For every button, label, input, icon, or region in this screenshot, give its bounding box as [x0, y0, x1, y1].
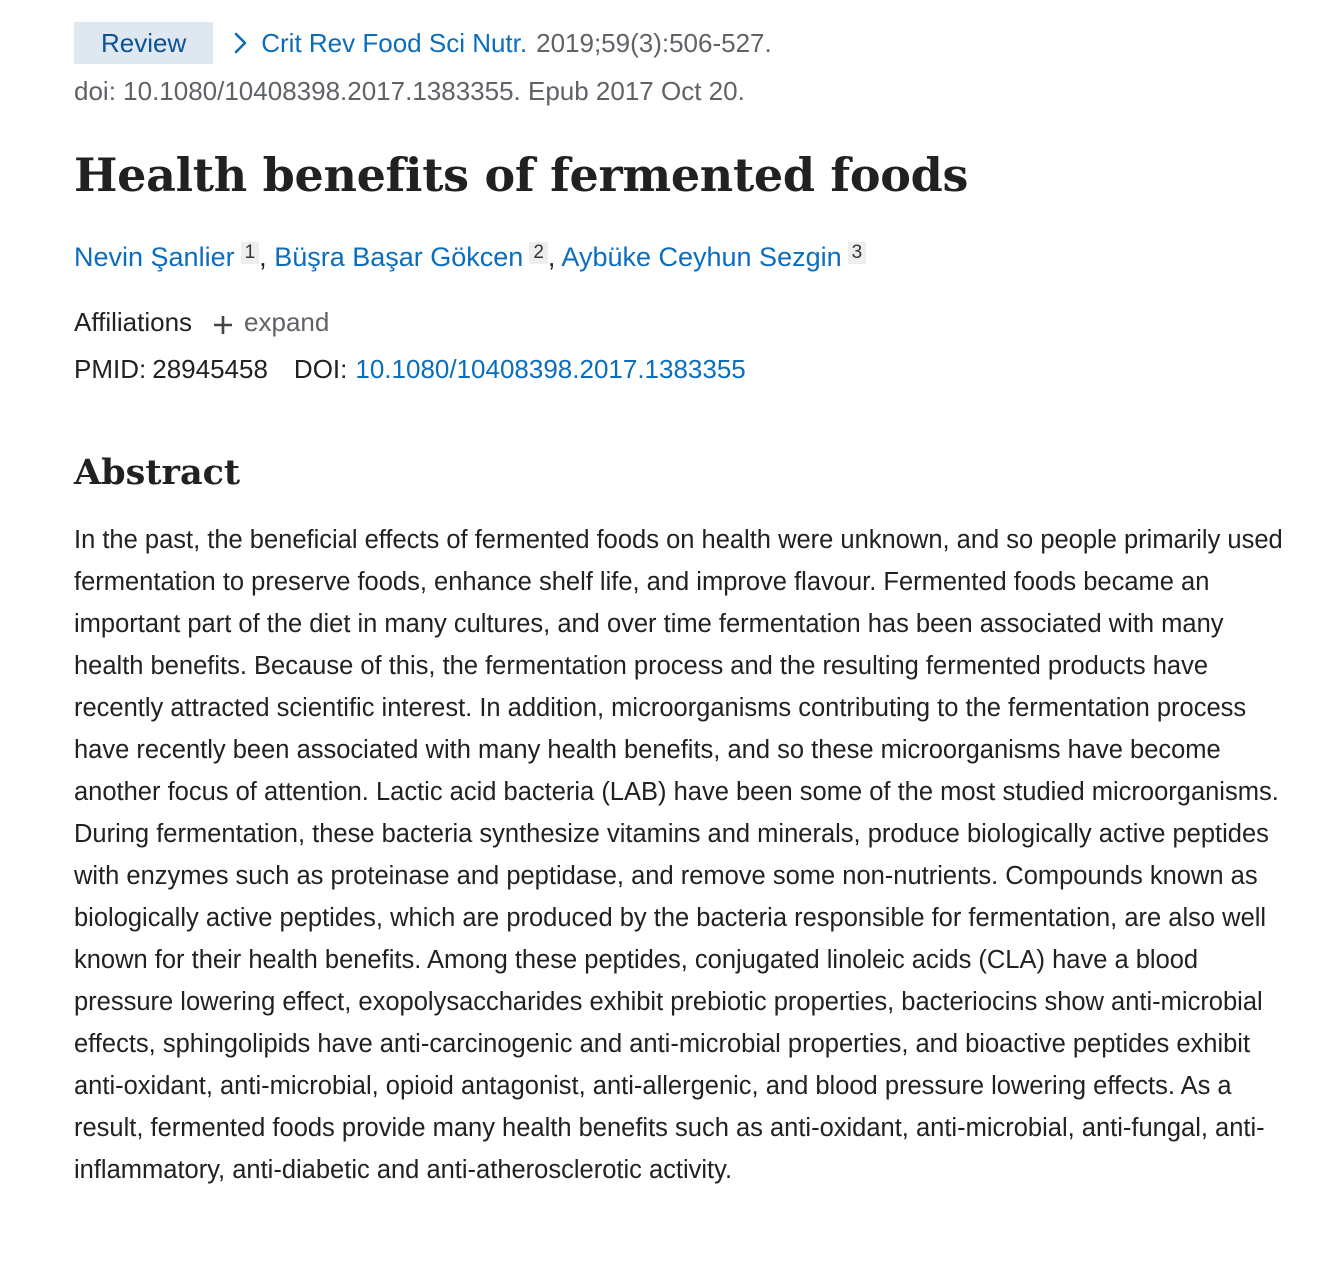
citation-details: 2019;59(3):506-527. [536, 27, 772, 58]
article-title: Health benefits of fermented foods [74, 148, 969, 202]
affiliations-label: Affiliations [74, 307, 193, 337]
author-separator: , [547, 242, 556, 272]
affiliations-row [74, 307, 329, 338]
abstract-text: In the past, the beneficial effects of fermented foods on health were unknown, and so people primarily used fermentation to preserve foods, enhance shelf life, and improve flavour. Fermented foods became an important part of the diet in many cultures, and over time fermentation has been associated with many health benefits. Because of this, the fermentation process and the resulting fermented products have recently attracted scientific interest. In addition, microorganisms contributing to the fermentation process have recently been associated with many health benefits, and so these microorganisms have become another focus of attention. Lactic acid bacteria (LAB) have been some of the most studied microorganisms. During fermentation, these bacteria synthesize vitamins and minerals, produce biologically active peptides with enzymes such as proteinase and peptidase, and remove some non-nutrients. Compounds known as biologically active peptides, which are produced by the bacteria responsible for fermentation, are also well known for their health benefits. Among these peptides, conjugated linoleic acids (CLA) have a blood pressure lowering effect, exopolysaccharides exhibit prebiotic properties, bacteriocins show anti-microbial effects, sphingolipids have anti-carcinogenic and anti-microbial properties, and bioactive peptides exhibit anti-oxidant, anti-microbial, opioid antagonist, anti-allergenic, and blood pressure lowering effects. As a result, fermented foods provide many health benefits such as anti-oxidant, anti-microbial, anti-fungal, anti-inflammatory, anti-diabetic and anti-atherosclerotic activity. [74, 526, 1283, 1184]
affiliation-number[interactable]: 1 [241, 242, 260, 264]
expand-label: expand [244, 307, 330, 337]
citation-line [74, 22, 772, 64]
abstract-heading: Abstract [74, 452, 241, 493]
publication-type-badge: Review [74, 22, 213, 64]
expand-affiliations-button[interactable] [212, 307, 329, 338]
author-link[interactable]: Büşra Başar Gökcen [274, 242, 524, 272]
affiliation-number[interactable]: 2 [529, 242, 548, 264]
journal-link[interactable]: Crit Rev Food Sci Nutr. [261, 27, 528, 58]
author-link[interactable]: Aybüke Ceyhun Sezgin [561, 242, 842, 272]
affiliation-number[interactable]: 3 [848, 242, 867, 264]
chevron-right-icon[interactable] [231, 30, 259, 56]
doi-link[interactable]: 10.1080/10408398.2017.1383355 [355, 354, 746, 384]
pmid-label: PMID: [74, 354, 147, 384]
plus-icon [212, 312, 234, 334]
identifiers-row [74, 354, 746, 385]
author-list [74, 242, 866, 273]
author-separator: , [259, 242, 267, 272]
doi-label: DOI: [293, 354, 348, 384]
pmid-value: 28945458 [152, 354, 268, 384]
doi-epub-line: doi: 10.1080/10408398.2017.1383355. Epub 2017 Oct 20. [74, 76, 745, 106]
author-link[interactable]: Nevin Şanlier [74, 242, 235, 272]
